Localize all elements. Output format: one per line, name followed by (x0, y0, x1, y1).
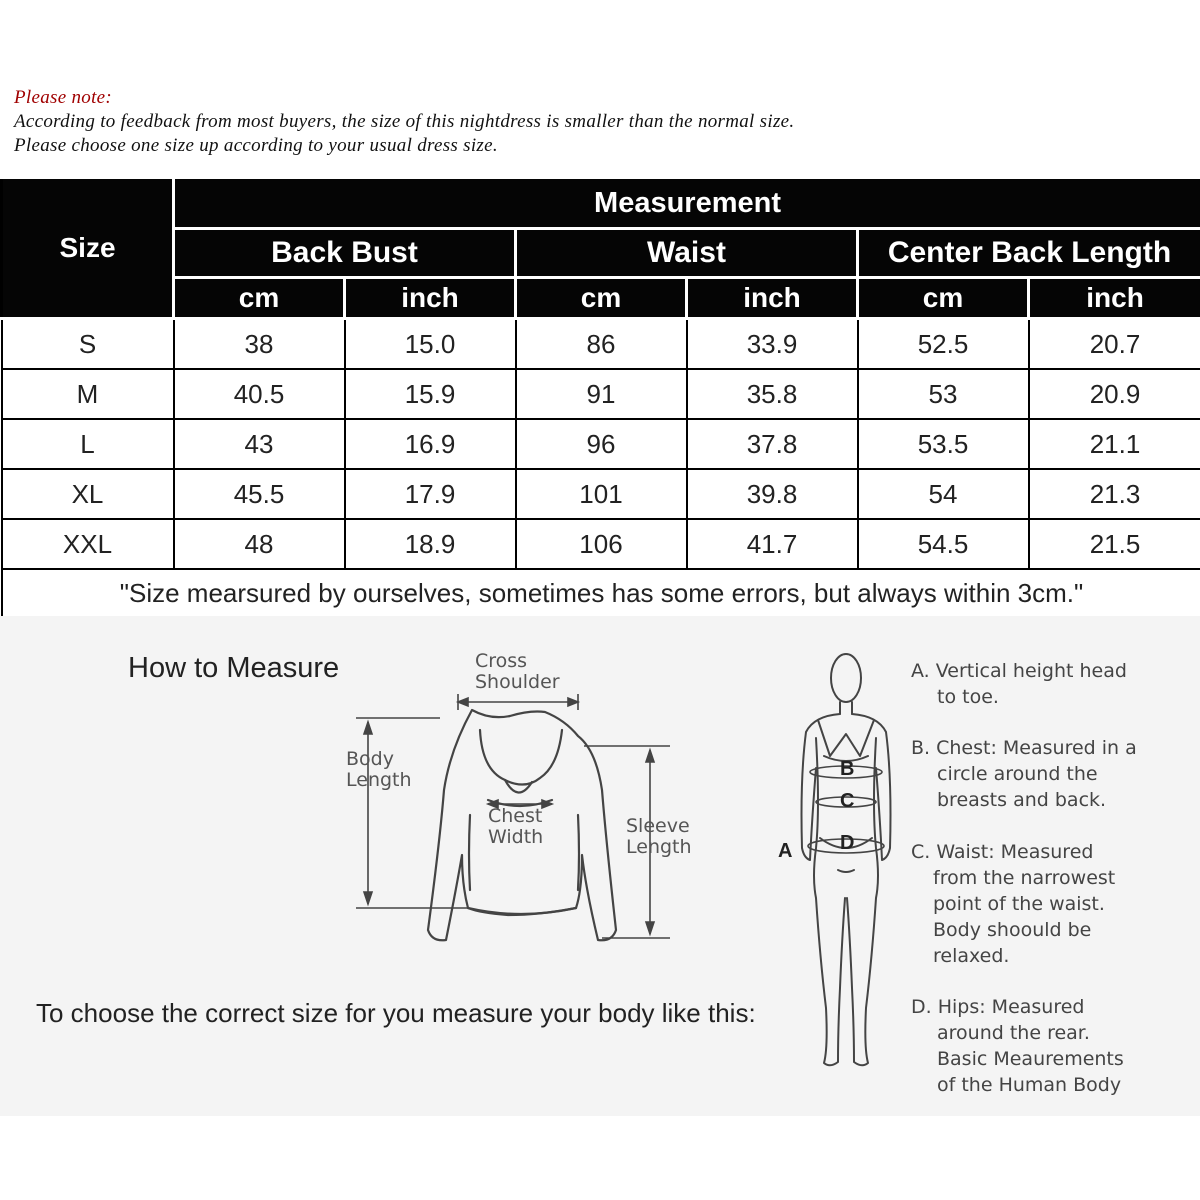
value-cell: 16.9 (345, 419, 516, 469)
table-row (2, 519, 1200, 569)
value-cell: 33.9 (687, 319, 858, 370)
legend-c (911, 839, 1115, 969)
value-cell: 38 (174, 319, 345, 370)
label-line: Cross (475, 650, 528, 672)
size-cell: L (2, 419, 174, 469)
table-row (2, 419, 1200, 469)
legend-line: point of the waist. (933, 893, 1105, 915)
group-header-center-back-length: Center Back Length (858, 229, 1200, 278)
table-footnote: "Size mearsured by ourselves, sometimes has some errors, but always within 3cm." (2, 569, 1200, 617)
value-cell: 21.1 (1029, 419, 1200, 469)
value-cell: 52.5 (858, 319, 1029, 370)
value-cell: 21.5 (1029, 519, 1200, 569)
label-line: Length (626, 836, 692, 858)
choose-size-instruction: To choose the correct size for you measure your body like this: (36, 998, 756, 1028)
value-cell: 20.9 (1029, 369, 1200, 419)
how-to-measure-title: How to Measure (128, 652, 340, 684)
value-cell: 96 (516, 419, 687, 469)
measurement-header: Measurement (174, 178, 1200, 229)
legend-line: relaxed. (933, 945, 1010, 967)
note-line-2: Please choose one size up according to your usual dress size. (14, 135, 498, 156)
size-cell: S (2, 319, 174, 370)
legend-line: A. Vertical height head (911, 660, 1127, 682)
value-cell: 37.8 (687, 419, 858, 469)
legend-line: to toe. (937, 686, 999, 708)
unit-header: cm (174, 278, 345, 319)
body-length-label (346, 749, 412, 791)
table-row (2, 319, 1200, 370)
value-cell: 15.0 (345, 319, 516, 370)
group-header-back-bust: Back Bust (174, 229, 516, 278)
value-cell: 45.5 (174, 469, 345, 519)
unit-header: inch (345, 278, 516, 319)
label-line: Chest (488, 805, 543, 827)
size-cell: M (2, 369, 174, 419)
unit-header: inch (1029, 278, 1200, 319)
note-heading: Please note: (14, 87, 113, 108)
legend-b (911, 735, 1137, 813)
value-cell: 40.5 (174, 369, 345, 419)
value-cell: 20.7 (1029, 319, 1200, 370)
label-line: Width (488, 826, 544, 848)
sleeve-length-label (626, 816, 692, 858)
size-note (14, 86, 794, 158)
legend-line: breasts and back. (937, 789, 1107, 811)
size-cell: XL (2, 469, 174, 519)
legend-line: Basic Meaurements (937, 1048, 1124, 1070)
legend-line: Body shoould be (933, 919, 1092, 941)
value-cell: 17.9 (345, 469, 516, 519)
body-figure (790, 648, 900, 1078)
value-cell: 86 (516, 319, 687, 370)
cross-shoulder-label (475, 651, 560, 693)
legend-line: C. Waist: Measured (911, 841, 1094, 863)
value-cell: 54 (858, 469, 1029, 519)
table-row (2, 469, 1200, 519)
legend-line: from the narrowest (933, 867, 1116, 889)
value-cell: 54.5 (858, 519, 1029, 569)
value-cell: 101 (516, 469, 687, 519)
value-cell: 41.7 (687, 519, 858, 569)
unit-header: cm (516, 278, 687, 319)
label-line: Body (346, 748, 394, 770)
unit-header: inch (687, 278, 858, 319)
legend-a (911, 658, 1127, 710)
value-cell: 18.9 (345, 519, 516, 569)
value-cell: 15.9 (345, 369, 516, 419)
table-row (2, 369, 1200, 419)
legend-d (911, 994, 1124, 1098)
size-cell: XXL (2, 519, 174, 569)
size-header: Size (2, 178, 174, 319)
body-letter-a: A (778, 840, 793, 862)
body-letter-d: D (840, 832, 855, 854)
value-cell: 39.8 (687, 469, 858, 519)
body-letter-b: B (840, 758, 855, 780)
value-cell: 43 (174, 419, 345, 469)
value-cell: 53 (858, 369, 1029, 419)
label-line: Length (346, 769, 412, 791)
legend-line: D. Hips: Measured (911, 996, 1085, 1018)
value-cell: 35.8 (687, 369, 858, 419)
chest-width-label (488, 806, 543, 848)
value-cell: 91 (516, 369, 687, 419)
value-cell: 106 (516, 519, 687, 569)
value-cell: 53.5 (858, 419, 1029, 469)
legend-line: B. Chest: Measured in a (911, 737, 1137, 759)
note-line-1: According to feedback from most buyers, the size of this nightdress is smaller than the normal size. (14, 111, 795, 132)
value-cell: 21.3 (1029, 469, 1200, 519)
label-line: Shoulder (475, 671, 560, 693)
value-cell: 48 (174, 519, 345, 569)
unit-header: cm (858, 278, 1029, 319)
legend-line: circle around the (937, 763, 1098, 785)
size-chart-table (0, 176, 1200, 618)
group-header-waist: Waist (516, 229, 858, 278)
legend-line: around the rear. (937, 1022, 1090, 1044)
legend-line: of the Human Body (937, 1074, 1122, 1096)
body-letter-c: C (840, 790, 855, 812)
label-line: Sleeve (626, 815, 690, 837)
